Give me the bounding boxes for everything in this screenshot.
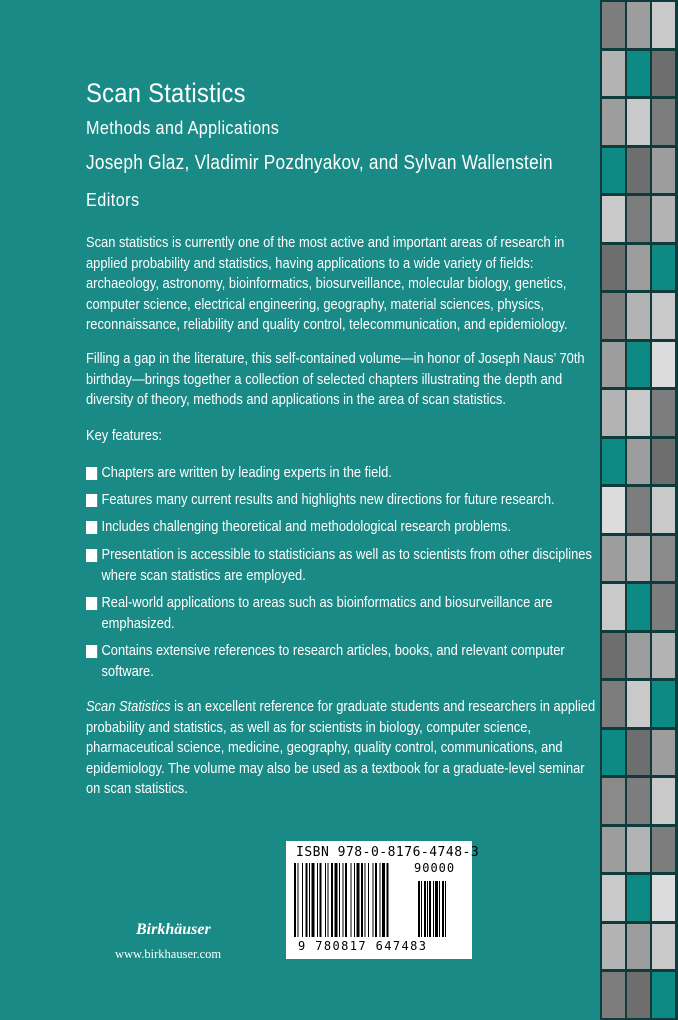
mosaic-tile	[652, 342, 675, 388]
barcode-bar	[382, 863, 385, 937]
publisher-website[interactable]: www.birkhauser.com	[115, 947, 222, 961]
feature-item	[86, 641, 568, 682]
mosaic-tile	[627, 487, 650, 533]
text-line: birthday—brings together a collection of selected chapters illustrating the depth and	[86, 370, 563, 388]
mosaic-tile	[627, 2, 650, 48]
feature-text: Includes challenging theoretical and methodological research problems.	[101, 518, 511, 535]
mosaic-tile	[627, 342, 650, 388]
mosaic-tile	[652, 390, 675, 436]
barcode-bar	[306, 863, 308, 937]
text-line: computer science, electrical engineering, geography, material sciences, physics,	[86, 295, 544, 313]
barcode-bar	[357, 863, 360, 937]
barcode-bar	[331, 863, 333, 937]
mosaic-tile	[627, 924, 650, 970]
text-fragment: is an excellent reference for graduate students and researchers in applied	[170, 698, 596, 715]
bullet-square-icon	[86, 521, 97, 534]
mosaic-tile	[627, 584, 650, 630]
book-subtitle: Methods and Applications	[86, 118, 280, 138]
mosaic-tile	[602, 51, 625, 97]
bullet-square-icon	[86, 467, 97, 480]
text-line: epidemiology. The volume may also be used as a textbook for a graduate-level seminar	[86, 759, 585, 777]
mosaic-tile	[602, 439, 625, 485]
mosaic-tile	[652, 536, 675, 582]
book-title-italic: Scan Statistics	[86, 698, 171, 715]
barcode-bar	[365, 863, 366, 937]
feature-text: Presentation is accessible to statisticians as well as to scientists from other disciplines	[101, 546, 592, 563]
barcode-bar	[368, 863, 369, 937]
mosaic-tile	[602, 584, 625, 630]
barcode-addon-bar	[421, 881, 422, 937]
bullet-square-icon	[86, 494, 97, 507]
text-line: pharmaceutical science, medicine, geography, quality control, communications, and	[86, 739, 563, 756]
mosaic-tile	[627, 148, 650, 194]
mosaic-tile	[652, 730, 675, 776]
description-paragraph-3	[86, 697, 596, 800]
mosaic-tile	[652, 778, 675, 824]
mosaic-tile	[602, 778, 625, 824]
barcode-bar	[339, 863, 340, 937]
mosaic-tile	[627, 536, 650, 582]
bullet-square-icon	[86, 597, 97, 610]
barcode-bar	[354, 863, 355, 937]
feature-text-continued: where scan statistics are employed.	[101, 566, 306, 584]
barcode-addon: 90000	[414, 861, 456, 875]
mosaic-tile	[652, 196, 675, 242]
mosaic-tile	[652, 487, 675, 533]
mosaic-tile	[627, 778, 650, 824]
barcode-bar	[335, 863, 338, 937]
barcode-addon-bar	[442, 881, 444, 937]
barcode-bar	[380, 863, 381, 937]
mosaic-tile	[602, 536, 625, 582]
mosaic-tile	[652, 51, 675, 97]
mosaic-tile	[602, 875, 625, 921]
barcode-bar	[373, 863, 374, 937]
barcode-bar	[361, 863, 363, 937]
text-line: probability and statistics, as well as for scientists in biology, computer science,	[86, 718, 532, 736]
mosaic-tile	[652, 972, 675, 1018]
mosaic-tile	[627, 293, 650, 339]
mosaic-tile	[627, 827, 650, 873]
isbn-text: ISBN 978-0-8176-4748-3	[296, 845, 480, 860]
text-line: archaeology, astronomy, bioinformatics, biosurveillance, molecular biology, genetics,	[86, 275, 567, 292]
text-line: Scan statistics is currently one of the most active and important areas of research in	[86, 234, 565, 251]
mosaic-tile	[602, 487, 625, 533]
mosaic-tile	[627, 245, 650, 291]
mosaic-tile	[602, 924, 625, 970]
barcode-bar	[345, 863, 347, 937]
feature-text-continued: emphasized.	[101, 614, 175, 632]
barcode-bar	[328, 863, 329, 937]
feature-item	[86, 463, 568, 484]
mosaic-tile	[627, 439, 650, 485]
mosaic-tile	[602, 730, 625, 776]
barcode-addon-bar	[435, 881, 438, 937]
mosaic-tile	[627, 633, 650, 679]
mosaic-tile	[602, 99, 625, 145]
mosaic-tile	[602, 390, 625, 436]
mosaic-tile	[602, 633, 625, 679]
feature-item	[86, 545, 592, 586]
mosaic-tile	[652, 633, 675, 679]
mosaic-tile	[627, 51, 650, 97]
mosaic-tile	[652, 439, 675, 485]
barcode-bar	[320, 863, 322, 937]
mosaic-tile	[652, 924, 675, 970]
mosaic-tile	[627, 681, 650, 727]
feature-text: Contains extensive references to research articles, books, and relevant computer	[101, 642, 565, 659]
barcode-bar	[343, 863, 344, 937]
feature-item	[86, 490, 568, 511]
bullet-square-icon	[86, 549, 97, 562]
text-line: applied probability and statistics, having applications to a wide variety of fields:	[86, 254, 534, 272]
mosaic-tile	[627, 875, 650, 921]
barcode-addon-bar	[427, 881, 428, 937]
mosaic-tile	[652, 148, 675, 194]
barcode-bar	[351, 863, 352, 937]
barcode-bar	[312, 863, 315, 937]
barcode-bar	[298, 863, 299, 937]
mosaic-tile	[652, 245, 675, 291]
mosaic-tile	[602, 148, 625, 194]
mosaic-tile	[627, 390, 650, 436]
mosaic-tile	[602, 196, 625, 242]
barcode-bar	[325, 863, 326, 937]
mosaic-tile	[602, 293, 625, 339]
mosaic-tile	[627, 99, 650, 145]
barcode-bar	[294, 863, 296, 937]
mosaic-strip	[600, 0, 678, 1020]
barcode-addon-bar	[433, 881, 434, 937]
text-line: diversity of theory, methods and applications in the area of scan statistics.	[86, 391, 506, 408]
mosaic-tile	[602, 342, 625, 388]
book-title: Scan Statistics	[86, 78, 246, 108]
barcode-bar	[375, 863, 377, 937]
barcode	[286, 841, 480, 959]
barcode-bar	[302, 863, 303, 937]
barcode-addon-bar	[424, 881, 426, 937]
mosaic-tile	[602, 2, 625, 48]
barcode-bar	[317, 863, 318, 937]
barcode-addon-bar	[418, 881, 420, 937]
text-line	[86, 697, 596, 718]
mosaic-tile	[627, 196, 650, 242]
publisher-logo: Birkhäuser	[136, 921, 211, 938]
mosaic-tile	[652, 2, 675, 48]
editors-label: Editors	[86, 190, 140, 210]
barcode-addon-bar	[445, 881, 446, 937]
feature-text: Chapters are written by leading experts in the field.	[101, 464, 392, 481]
bullet-square-icon	[86, 645, 97, 658]
mosaic-tile	[652, 99, 675, 145]
barcode-bar	[309, 863, 310, 937]
mosaic-tile	[602, 681, 625, 727]
barcode-digits: 9 780817 647483	[298, 939, 428, 953]
feature-item	[86, 517, 568, 538]
mosaic-tile	[602, 827, 625, 873]
description-paragraph-1	[86, 233, 568, 336]
feature-text: Real-world applications to areas such as bioinformatics and biosurveillance are	[101, 594, 553, 611]
barcode-addon-bar	[429, 881, 431, 937]
feature-text: Features many current results and highlights new directions for future research.	[101, 491, 555, 508]
mosaic-tile	[652, 875, 675, 921]
mosaic-tile	[652, 584, 675, 630]
text-line: Filling a gap in the literature, this self-contained volume—in honor of Joseph Naus’ 70th	[86, 350, 585, 367]
description-paragraph-2	[86, 349, 585, 411]
editors-names: Joseph Glaz, Vladimir Pozdnyakov, and Sylvan Wallenstein	[86, 151, 553, 174]
text-line: reconnaissance, reliability and quality control, telecommunication, and epidemiology.	[86, 316, 568, 333]
mosaic-tile	[602, 245, 625, 291]
barcode-addon-bar	[439, 881, 440, 937]
mosaic-tile	[652, 681, 675, 727]
mosaic-tile	[652, 827, 675, 873]
mosaic-tile	[627, 972, 650, 1018]
mosaic-tile	[627, 730, 650, 776]
feature-item	[86, 593, 568, 634]
key-features-label: Key features:	[86, 427, 163, 444]
feature-text-continued: software.	[101, 662, 154, 680]
mosaic-tile	[602, 972, 625, 1018]
mosaic-tile	[652, 293, 675, 339]
barcode-bar	[387, 863, 389, 937]
text-line: on scan statistics.	[86, 780, 188, 797]
